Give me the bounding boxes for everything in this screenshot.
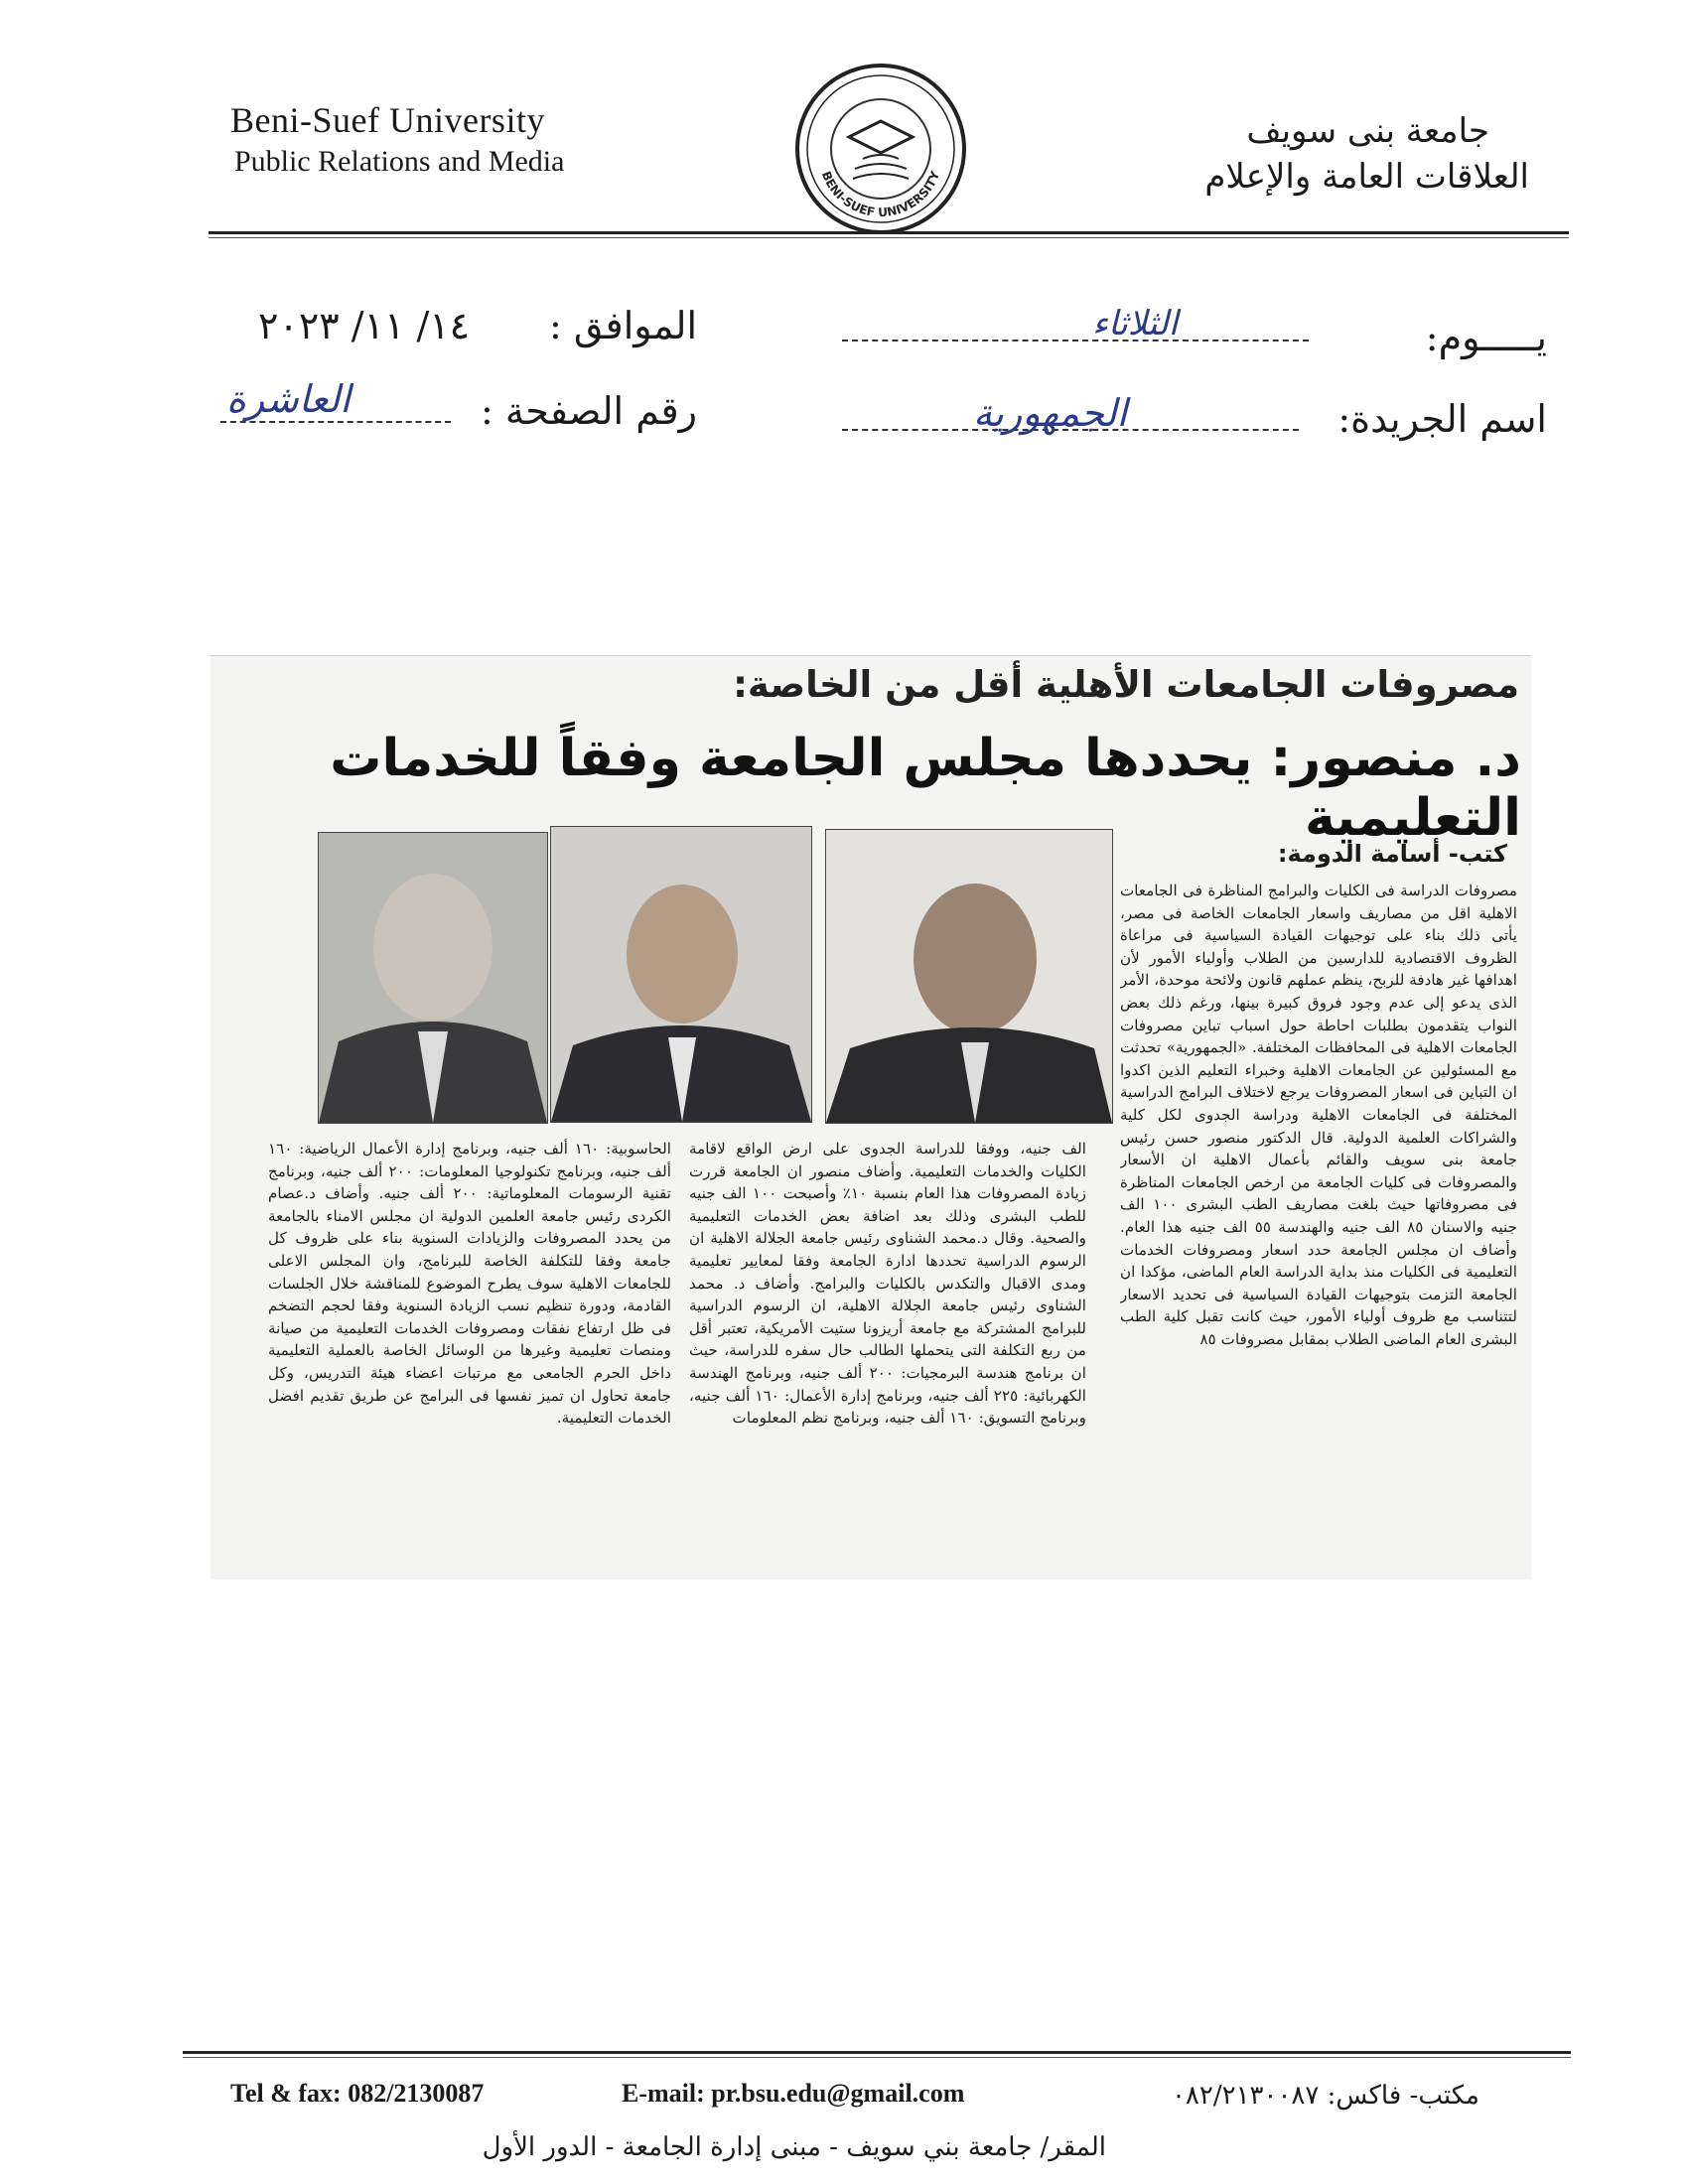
article-column-3: الحاسوبية: ١٦٠ ألف جنيه، وبرنامج إدارة الأعمال الرياضية: ١٦٠ ألف جنيه، وبرنامج تكنولوجيا المعلومات: ٢٠٠ ألف جنيه، وبرنامج تقنية الرسومات المعلوماتية: ٢٠٠ ألف جنيه. وأضاف د.عصام الكردى رئيس جامعة العلمين الدولية ان مجلس الامناء بالجامعة من يحدد المصروفات والزيادات السنوية بناء على ظروف كل جامعة وفقا للتكلفة الخاصة للبرنامج، وان المجلس الاعلى للجامعات الاهلية سوف يطرح الموضوع للمناقشة خلال الجلسات القادمة، ودورة تنظيم نسب الزيادة السنوية وفقا لحجم التضخم فى ظل ارتفاع نفقات ومصروفات الخدمات التعليمية من صيانة ومنصات تعليمية وغيرها من الوسائل الخاصة بالعملية التعليمية داخل الحرم الجامعى مع مرتبات اعضاء هيئة التدريس، وكل جامعة تحاول ان تميز نفسها فى البرامج عن طريق تقديم افضل الخدمات التعليمية. <box>268 1140 671 1428</box>
newspaper-label: اسم الجريدة: <box>1337 397 1547 441</box>
newspaper-value: الجمهورية <box>973 391 1128 435</box>
page-value: العاشرة <box>226 377 351 421</box>
article-column-2: الف جنيه، ووفقا للدراسة الجدوى على ارض الواقع لاقامة الكليات والخدمات التعليمية. وأضاف منصور ان الجامعة قررت زيادة المصروفات هذا العام بنسبة ١٠٪ وأصبحت ١٠٠ الف جنيه للطب البشرى وذلك بعد اضافة بعض الخدمات التعليمية والصحية. وقال د.محمد الشناوى رئيس جامعة الجلالة الاهلية ان الرسوم الدراسية تحددها ادارة الجامعة وفقا لمعايير تعليمية ومدى الاقبال والتكدس بالكليات والبرامج. وأضاف د. محمد الشناوى رئيس جامعة الجلالة الاهلية، ان الرسوم الدراسية للبرامج المشتركة مع جامعة أريزونا ستيت الأمريكية، تعتبر أقل من ربع التكلفة التى يتحملها الطالب حال سفره للدراسة، حيث ان برنامج هندسة البرمجيات: ٢٠٠ ألف جنيه، وبرنامج الهندسة الكهربائية: ٢٢٥ ألف جنيه، وبرنامج إدارة الأعمال: ١٦٠ ألف جنيه، وبرنامج التسويق: ١٦٠ ألف جنيه، وبرنامج نظم المعلومات <box>689 1140 1086 1428</box>
photo-person-1 <box>318 832 548 1124</box>
header-divider-thin <box>209 237 1569 238</box>
article-byline: كتب- أسامة الدومة: <box>1277 840 1507 868</box>
department-name-ar: العلاقات العامة والإعلام <box>1204 157 1529 197</box>
footer-email: E-mail: pr.bsu.edu@gmail.com <box>622 2079 965 2108</box>
day-label: يـــــوم: <box>1425 316 1547 359</box>
footer-tel-ar: مكتب- فاكس: ٠٨٢/٢١٣٠٠٨٧ <box>1171 2081 1479 2111</box>
svg-text:BENI-SUEF UNIVERSITY <box>819 169 942 219</box>
footer-tel: Tel & fax: 082/2130087 <box>230 2079 485 2108</box>
article-column-1: مصروفات الدراسة فى الكليات والبرامج المناظرة فى الجامعات الاهلية اقل من مصاريف واسعار الجامعات الخاصة فى مصر، يأتى ذلك بناء على توجيهات القيادة السياسية فى مراعاة الظروف الاقتصادية للدارسين من الطلاب وأولياء الأمور لأن اهدافها غير هادفة للربح، ينظم عملهم قانون ولائحة موحدة، الأمر الذى يدعو إلى عدم وجود فروق كبيرة بينها، ورغم ذلك بعض النواب يتقدمون بطلبات احاطة حول اسباب تباين مصروفات الجامعات الاهلية فى المحافظات المختلفة. «الجمهورية» تحدثت مع المسئولين عن الجامعات الاهلية وخبراء التعليم الذين اكدوا ان التباين فى اسعار المصروفات يرجع لاختلاف البرامج الدراسية المختلفة فى الجامعات الاهلية ودراسة الجدوى لكل كلية والشراكات العلمية الدولية. قال الدكتور منصور حسن رئيس جامعة بنى سويف والقائم بأعمال الاهلية ان الأسعار والمصروفات فى كليات الجامعة من ارخص الجامعات المناظرة فى مصروفاتها حيث بلغت مصاريف الطب البشرى ١٠٠ الف جنيه والاسنان ٨٥ الف جنيه والهندسة ٥٥ الف جنيه هذا العام. وأضاف ان مجلس الجامعة حدد اسعار ومصروفات الخدمات التعليمية فى الكليات منذ بداية الدراسة العام الماضى، مؤكدا ان الجامعة التزمت بتوجيهات القيادة السياسية فى تحديد الاسعار لتتناسب مع ظروف أولياء الأمور، حيث كانت تقبل كلية الطب البشرى العام الماضى الطلاب بمقابل مصروفات ٨٥ <box>1120 882 1517 1348</box>
page-label: رقم الصفحة : <box>481 389 697 433</box>
header-divider <box>209 231 1569 234</box>
university-name-en: Beni-Suef University <box>230 100 545 140</box>
date-label: الموافق : <box>548 304 697 347</box>
university-name-ar: جامعة بنى سويف <box>1246 111 1489 151</box>
photo-person-3 <box>825 829 1113 1124</box>
university-logo <box>791 60 970 238</box>
logo-text: BENI-SUEF UNIVERSITY <box>818 169 943 220</box>
article-headline: د. منصور: يحددها مجلس الجامعة وفقاً للخدمات التعليمية <box>330 729 1521 848</box>
department-name-en: Public Relations and Media <box>234 145 565 178</box>
date-value: ١٤/ ١١/ ٢٠٢٣ <box>258 304 471 347</box>
day-value: الثلاثاء <box>1092 304 1179 343</box>
footer-divider <box>183 2051 1571 2054</box>
footer-address-ar: المقر/ جامعة بني سويف - مبنى إدارة الجامعة - الدور الأول <box>482 2132 1106 2162</box>
footer-divider-thin <box>183 2057 1571 2058</box>
day-line <box>842 336 1309 341</box>
article-kicker: مصروفات الجامعات الأهلية أقل من الخاصة: <box>733 663 1519 706</box>
photo-person-2 <box>550 826 812 1123</box>
